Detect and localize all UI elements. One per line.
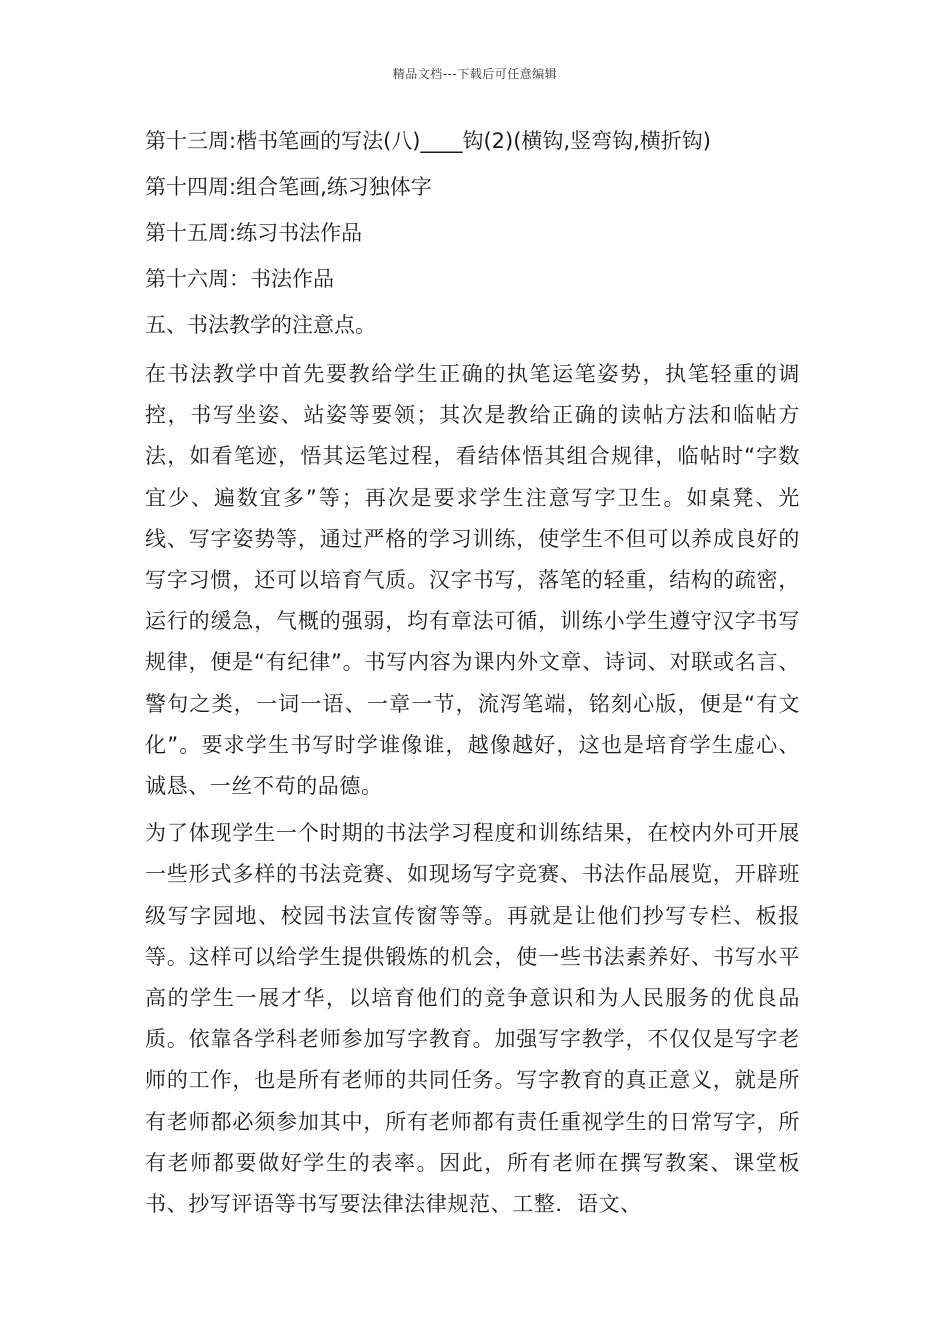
week-15-line: 第十五周:练习书法作品 (145, 221, 363, 245)
section-heading: 五、书法教学的注意点。 (145, 313, 376, 337)
document-body (145, 118, 800, 1225)
week-16-line: 第十六周：书法作品 (145, 267, 334, 291)
page-header: 精品文档---下载后可任意编辑 (392, 67, 558, 81)
paragraph-teaching-points: 在书法教学中首先要教给学生正确的执笔运笔姿势，执笔轻重的调控，书写坐姿、站姿等要领；其次是教给正确的读帖方法和临帖方法，如看笔迹，悟其运笔过程，看结体悟其组合规律，临帖时“字数宜少、遍数宜多”等；再次是要求学生注意写字卫生。如桌凳、光线、写字姿势等，通过严格的学习训练，使学生不但可以养成良好的写字习惯，还可以培育气质。汉字书写，落笔的轻重，结构的疏密，运行的缓急，气概的强弱，均有章法可循，训练小学生遵守汉字书写规律，便是“有纪律”。书写内容为课内外文章、诗词、对联或名言、警句之类，一词一语、一章一节，流泻笔端，铭刻心版，便是“有文化”。要求学生书写时学谁像谁，越像越好，这也是培育学生虚心、诚恳、一丝不苟的品德。 (145, 362, 800, 799)
paragraph-competitions: 为了体现学生一个时期的书法学习程度和训练结果，在校内外可开展一些形式多样的书法竞赛、如现场写字竞赛、书法作品展览，开辟班级写字园地、校园书法宣传窗等等。再就是让他们抄写专栏、板报等。这样可以给学生提供锻炼的机会，使一些书法素养好、书写水平高的学生一展才华，以培育他们的竞争意识和为人民服务的优良品质。依靠各学科老师参加写字教育。加强写字教学，不仅仅是写字老师的工作，也是所有老师的共同任务。写字教育的真正意义，就是所有老师都必须参加其中，所有老师都有责任重视学生的日常写字，所有老师都要做好学生的表率。因此，所有老师在撰写教案、课堂板书、抄写评语等书写要法律法律规范、工整．语文、 (145, 821, 800, 1217)
week-13-line: 第十三周:楷书笔画的写法(八)____钩(2)(横钩,竖弯钩,横折钩) (145, 129, 711, 153)
week-14-line: 第十四周:组合笔画,练习独体字 (145, 175, 432, 199)
